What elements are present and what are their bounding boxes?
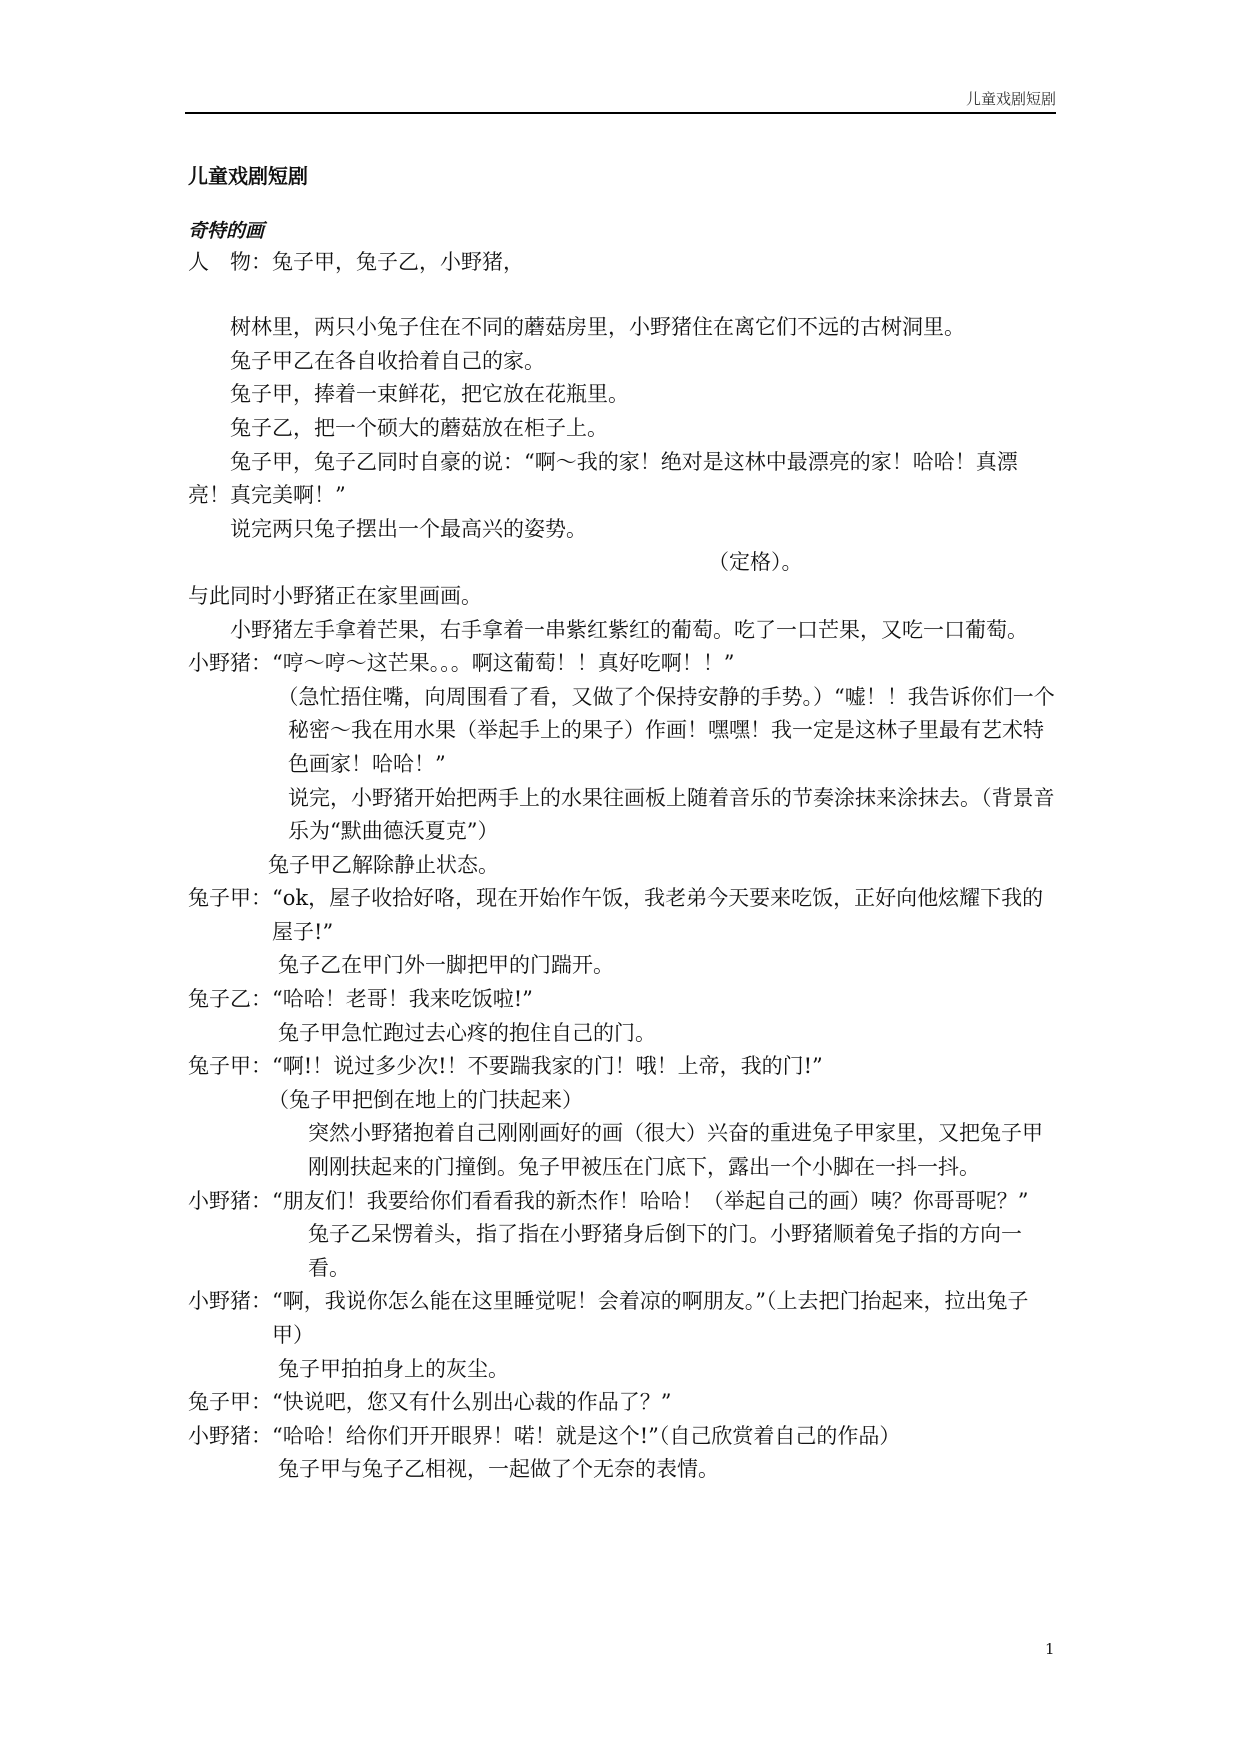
dialogue-text: “快说吧，您又有什么别出心裁的作品了？” [272,1390,672,1415]
paragraph: 与此同时小野猪正在家里画画。 [188,583,482,608]
stage-direction: 兔子甲拍拍身上的灰尘。 [278,1356,509,1381]
page-number: 1 [1045,1640,1055,1658]
paragraph: 小野猪左手拿着芒果，右手拿着一串紫红紫红的葡萄。吃了一口芒果，又吃一口葡萄。 [230,617,1028,642]
play-title: 奇特的画 [188,219,265,242]
dialogue-text: “哈哈！老哥！我来吃饭啦!” [272,987,533,1012]
paragraph: 兔子乙，把一个硕大的蘑菇放在柜子上。 [230,415,608,440]
dialogue-line [188,1185,1058,1219]
dialogue-text: “啊，我说你怎么能在这里睡觉呢！会着凉的啊朋友。”（上去把门抬起来，拉出兔子甲） [272,1289,1029,1347]
dialogue-text: “哼～哼～这芒果。。。啊这葡萄！！真好吃啊！！” [272,651,735,676]
stage-direction: （急忙捂住嘴，向周围看了看，又做了个保持安静的手势。）“嘘！！我告诉你们一个秘密～我在用水果（举起手上的果子）作画！嘿嘿！我一定是这林子里最有艺术特色画家！哈哈！” [277,684,1055,776]
speaker-name: 小野猪： [188,1423,272,1448]
running-header: 儿童戏剧短剧 [965,90,1056,108]
dialogue-line [188,882,1058,949]
dialogue-line [188,983,1058,1017]
speaker-name: 兔子甲： [188,886,272,911]
speaker-name: 小野猪： [188,1289,272,1314]
speaker-name: 小野猪： [188,651,272,676]
stage-direction: 兔子乙呆愣着头，指了指在小野猪身后倒下的门。小野猪顺着兔子指的方向一看。 [308,1222,1022,1280]
stage-direction: 说完，小野猪开始把两手上的水果往画板上随着音乐的节奏涂抹来涂抹去。（背景音乐为“默曲德沃夏克”） [288,785,1055,844]
stage-direction: （兔子甲把倒在地上的门扶起来） [268,1087,583,1112]
paragraph: 说完两只兔子摆出一个最高兴的姿势。 [230,516,587,541]
speaker-name: 兔子甲： [188,1390,272,1415]
stage-direction: 兔子甲急忙跑过去心疼的抱住自己的门。 [278,1020,656,1045]
stage-direction: 兔子甲与兔子乙相视，一起做了个无奈的表情。 [278,1457,719,1482]
stage-note: （定格）。 [708,550,803,575]
speaker-name: 兔子乙： [188,987,272,1012]
document-body [188,160,1058,1487]
character-list: 人 物：兔子甲，兔子乙，小野猪， [188,249,524,274]
dialogue-line [188,1386,1058,1420]
dialogue-text: “朋友们！我要给你们看看我的新杰作！哈哈！（举起自己的画）咦？你哥哥呢？” [272,1188,1029,1213]
speaker-name: 兔子甲： [188,1054,272,1079]
paragraph: 兔子甲乙在各自收拾着自己的家。 [230,348,545,373]
paragraph: 兔子甲，捧着一束鲜花，把它放在花瓶里。 [230,382,629,407]
stage-direction: 突然小野猪抱着自己刚刚画好的画（很大）兴奋的重进兔子甲家里，又把兔子甲刚刚扶起来的门撞倒。兔子甲被压在门底下，露出一个小脚在一抖一抖。 [308,1121,1043,1180]
paragraph: 兔子甲，兔子乙同时自豪的说：“啊～我的家！绝对是这林中最漂亮的家！哈哈！真漂亮！真完美啊！” [188,449,1018,508]
stage-direction: 兔子甲乙解除静止状态。 [268,852,499,877]
dialogue-line [188,1285,1058,1352]
dialogue-line [188,1050,1058,1084]
header-rule [185,112,1056,114]
stage-direction: 兔子乙在甲门外一脚把甲的门踹开。 [278,953,614,978]
dialogue-text: “ok，屋子收拾好咯，现在开始作午饭，我老弟今天要来吃饭，正好向他炫耀下我的屋子!” [272,886,1044,944]
paragraph: 树林里，两只小兔子住在不同的蘑菇房里，小野猪住在离它们不远的古树洞里。 [230,315,965,340]
document-title: 儿童戏剧短剧 [188,164,308,188]
dialogue-text: “哈哈！给你们开开眼界！喏！就是这个!”（自己欣赏着自己的作品） [272,1423,901,1448]
speaker-name: 小野猪： [188,1188,272,1213]
dialogue-line [188,647,1058,681]
dialogue-line [188,1420,1058,1454]
dialogue-text: “啊!！说过多少次!！不要踹我家的门！哦！上帝，我的门!” [272,1054,823,1079]
